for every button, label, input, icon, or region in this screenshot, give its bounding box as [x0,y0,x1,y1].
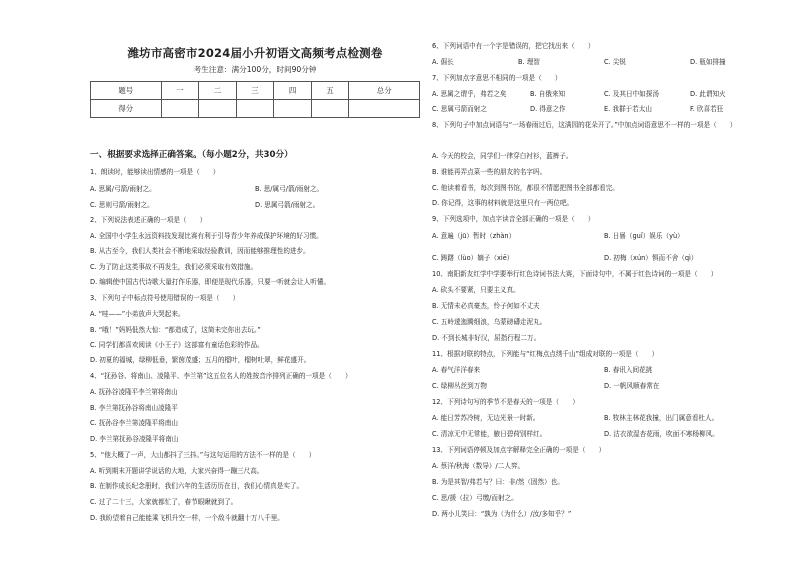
option-line: C. 思属弓箭而射之 [432,105,487,113]
option-line: D. 不到长城非好汉，屈指行程二万。 [432,334,541,342]
option-line: A. 意遍（jū）暂时（zhàn） [432,232,516,240]
option-line: A. 全国中小学生永远资料技发现比赛有利于引导青少年养成保护环境的好习惯。 [90,232,323,240]
option-line: D. 李兰第抚孙谷凌隆平将南山 [90,435,179,443]
option-line: C. 为了防止这类事故不再发生，我们必须采取有效措施。 [90,263,258,271]
option-line: A. 能日芳苏冷树，无边光景一时新。 [432,414,540,422]
option-line: A. 砍头不要紧，只要主义真。 [432,286,520,294]
score-table-header-row [91,82,420,100]
option-line: B. 李兰第抚孙谷将南山凌隆平 [90,404,178,412]
option-line: B. 日晷（guǐ）娱乐（yù） [604,232,684,240]
option-line: C. 及其日中如探汤 [604,90,659,98]
question-line: 1、朗读时，能够读出情感的一项是（ ） [90,168,220,176]
question-line: 7、下列加点字意思不相同的一项是（ ） [432,74,562,82]
option-line: D. 两小儿笑曰：“孰为（为什么）/汝/多知乎？” [432,510,572,518]
option-line: B. 春讯入间花挑 [604,366,653,374]
score-header-cell: 二 [199,82,237,100]
option-line: D. 沽衣欲湿杏花雨，吹面不寒杨柳风。 [604,430,719,438]
option-line: D. 你记得，这事的材料就是这里只有一两位吧。 [432,199,574,207]
question-line: 8、下列句子中加点词语与“一场春雨过后，这满园的花朵开了。”中加点词语意思不一样的一项是（ ） [432,121,737,129]
score-table [90,81,420,118]
option-line: A. “哇——”小弟放声大哭起来。 [90,310,185,318]
score-cell[interactable] [199,100,237,118]
option-line: C. 抚孙谷李兰第凌隆平将南山 [90,419,178,427]
score-cell[interactable] [274,100,312,118]
score-table-score-row [91,100,420,118]
option-line: A. 思属/弓箭/雨射之。 [90,185,156,193]
option-line: C. 踌躇（lùo）嫡子（xiē） [432,254,514,262]
option-line: D. 编辑使中国古代诗歌大量打作乐器，即便是现代乐器，只要一听就会让人听懂。 [90,278,331,286]
option-line: D. 一帆风顺春常在 [604,382,660,390]
option-line: A. 倔长 [432,58,454,66]
option-line: B. 从古至今，我们人类社会不断地采取经验教训，因而能够推理性的进步。 [90,247,310,255]
option-line: B. 无情未必真豪杰，怜子何如不丈夫 [432,302,540,310]
option-line: A. 蔡洋/秋海（数导）/二人弈。 [432,462,525,470]
option-line: B. 牧林主林花我撞，出门属意看杜人。 [604,414,719,422]
option-line: C. 同学们都喜欢阅读《小王子》这部富有童话色彩的作品。 [90,341,264,349]
score-header-cell: 题号 [91,82,162,100]
option-line: C. 尖锐 [604,58,626,66]
option-line: C. 清凉无中无常能，腋日碧荷别样红。 [432,430,547,438]
option-line: C. 思则弓箭/雨射之。 [90,201,154,209]
score-header-cell: 五 [311,82,349,100]
option-line: B. 思/属弓/箭/雨射之。 [255,185,324,193]
score-cell[interactable] [161,100,199,118]
score-header-cell: 三 [236,82,274,100]
section-title: 一、根据要求选择正确答案。（每小题2分，共30分） [90,150,293,160]
option-line: D. 我盼望着自己能能乘飞机升空一样，一个敌斗就翻十万八千里。 [90,514,284,522]
option-line: C. 五岭逶迤腾细浪，乌蒙磅礴走泥丸。 [432,318,547,326]
question-line: 2、下列说法表述正确的一项是（ ） [90,216,207,224]
option-line: A. 听到期末开题讲学说话的大地，大家兴奋得一蹦三尺高。 [90,467,264,475]
option-line: B. 在制作成长纪念册时，我们六年的生活历历在目，我们心情真是实了。 [90,482,304,490]
option-line: D. 得意之作 [530,105,566,113]
option-line: E. 我群于若太山 [604,105,652,113]
question-line: 9、下列选项中，加点字读音全部正确的一项是（ ） [432,215,595,223]
option-line: C. 思/援（拉）弓缴/而射之。 [432,494,518,502]
page-title: 潍坊市高密市2024届小升初语文高频考点检测卷 [127,46,383,60]
option-line: A. 思属之谓乎，弗若之矣 [432,90,507,98]
option-line: C. 过了二十三，大家就都忙了，春节眼瞅就到了。 [90,498,238,506]
question-line: 11、根据对联的特点，下列能与“红梅点点绣千山”组成对联的一项是（ ） [432,350,659,358]
score-cell[interactable] [349,100,420,118]
option-line: A. 春气洋洋春来 [432,366,481,374]
score-header-cell: 总分 [349,82,420,100]
score-header-cell: 四 [274,82,312,100]
exam-notice: 考生注意：满分100分，时间90分钟 [193,65,317,74]
score-row-label: 得分 [91,100,162,118]
question-line: 6、下列词语中有一个字是错误的，把它找出来（ ） [432,42,595,50]
option-line: D. 初梅（xún）惧而不舍（qì） [604,254,698,262]
question-line: 10、南阳新友红学中学要举行红色诗词书法大赛，下面诗句中，不属于红色诗词的一项是（ ） [432,270,718,278]
score-cell[interactable] [311,100,349,118]
option-line: D. 瓶如排撞 [690,58,726,66]
option-line: B. 理智 [518,58,540,66]
option-line: B. “哦！”妈妈低然大惊：“都造成了，这简未完你出去玩。” [90,326,261,334]
option-line: D. 思属弓箭/雨射之。 [255,201,320,209]
option-line: D. 初夏的福城，绿柳低垂，繁茵茂盛；五月的榴叶，榴树吐翠，鲜花盛开。 [90,356,311,364]
question-line: 13、下列词语停顿及加点字解释完全正确的一项是（ ） [432,446,606,454]
option-line: A. 抚孙谷凌隆平李兰第将南山 [90,388,178,396]
option-line: B. 自俄来知 [530,90,566,98]
question-line: 4、“抚孙谷、将南山、凌隆平、李兰第”这五位名人的姓按音序排列正确的一项是（ ） [90,372,352,380]
score-header-cell: 一 [161,82,199,100]
option-line: D. 此谓知火 [690,90,726,98]
question-line: 12、下列诗句写的季节不是春天的一项是（ ） [432,398,579,406]
score-cell[interactable] [236,100,274,118]
option-line: B. 为是其智/弗若与？曰：非/然（固然）也。 [432,478,564,486]
question-line: 5、“他大概了一声，大山都抖了三抖。”与这句运用的方法不一样的是（ ） [90,451,316,459]
option-line: A. 今天的校会，同学们一律穿白衬衫，蓝裤子。 [432,152,573,160]
option-line: F. 欣喜若狂 [690,105,724,113]
option-line: C. 绿柳丛丝到万物 [432,382,487,390]
option-line: B. 谁能再弄点菜一些的朋友的名字吗。 [432,168,547,176]
question-line: 3、下列句子中标点符号使用错误的一项是（ ） [90,294,240,302]
option-line: C. 他读着看书，每次到图书馆，都很不情愿把图书全部都看完。 [432,184,619,192]
